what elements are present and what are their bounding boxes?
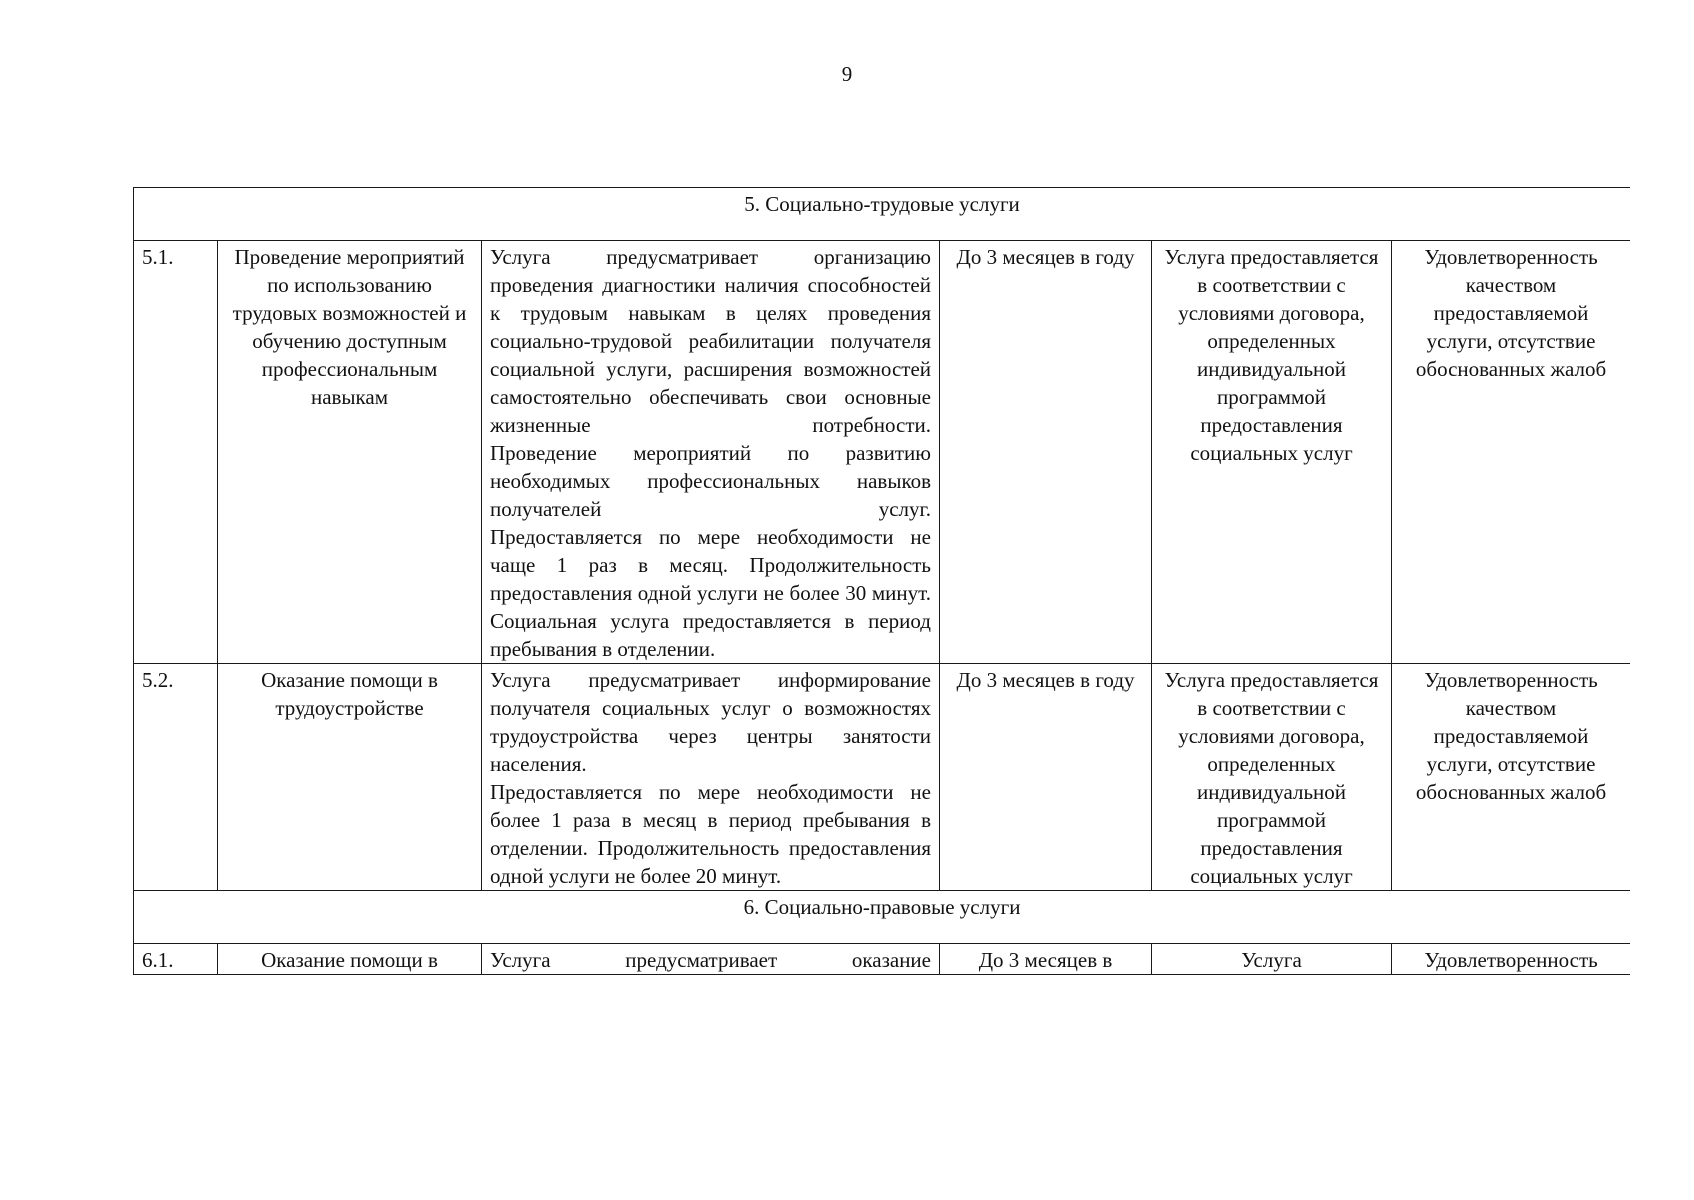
services-table-container: [133, 187, 1630, 1083]
table-row: [134, 944, 1631, 975]
table-row: [134, 664, 1631, 891]
description-paragraph: Проведение мероприятий по развитию необходимых профессиональных навыков получателей услуг.: [490, 441, 931, 521]
service-description: [482, 944, 940, 975]
row-number: 5.2.: [134, 664, 218, 891]
service-conditions: Услуга предоставляется в соответствии с условиями договора, определенных индивидуальной программой предоставления социальных услуг: [1152, 241, 1392, 664]
page-number: 9: [841, 62, 853, 86]
description-paragraph: Услуга предусматривает оказание: [490, 948, 931, 972]
description-paragraph: Услуга предусматривает информирование получателя социальных услуг о возможностях трудоустройства через центры занятости населения.: [490, 668, 931, 776]
service-term: До 3 месяцев в году: [940, 241, 1152, 664]
service-quality: Удовлетворенность: [1392, 944, 1631, 975]
service-term: До 3 месяцев в году: [940, 664, 1152, 891]
service-name: Оказание помощи в трудоустройстве: [218, 664, 482, 891]
description-paragraph: Предоставляется по мере необходимости не более 1 раза в месяц в период пребывания в отделении. Продолжительность предоставления одной услуги не более 20 минут.: [490, 780, 931, 888]
service-name: Проведение мероприятий по использованию трудовых возможностей и обучению доступным профессиональным навыкам: [218, 241, 482, 664]
description-paragraph: Услуга предусматривает организацию проведения диагностики наличия способностей к трудовым навыкам в целях проведения социально-трудовой реабилитации получателя социальной услуги, расширения возможностей самостоятельно обеспечивать свои основные жизненные потребности.: [490, 245, 931, 437]
row-number: 5.1.: [134, 241, 218, 664]
section-header-row: [134, 891, 1631, 944]
service-description: [482, 664, 940, 891]
section-header-row: [134, 188, 1631, 241]
section-title: 6. Социально-правовые услуги: [134, 891, 1631, 944]
section-title: 5. Социально-трудовые услуги: [134, 188, 1631, 241]
service-quality: Удовлетворенность качеством предоставляемой услуги, отсутствие обоснованных жалоб: [1392, 241, 1631, 664]
services-table: [133, 187, 1630, 975]
service-conditions: Услуга: [1152, 944, 1392, 975]
description-paragraph: Предоставляется по мере необходимости не чаще 1 раз в месяц. Продолжительность предоставления одной услуги не более 30 минут. Социальная услуга предоставляется в период пребывания в отделении.: [490, 525, 931, 661]
service-description: [482, 241, 940, 664]
service-quality: Удовлетворенность качеством предоставляемой услуги, отсутствие обоснованных жалоб: [1392, 664, 1631, 891]
service-term: До 3 месяцев в: [940, 944, 1152, 975]
row-number: 6.1.: [134, 944, 218, 975]
table-row: [134, 241, 1631, 664]
service-conditions: Услуга предоставляется в соответствии с условиями договора, определенных индивидуальной программой предоставления социальных услуг: [1152, 664, 1392, 891]
service-name: Оказание помощи в: [218, 944, 482, 975]
